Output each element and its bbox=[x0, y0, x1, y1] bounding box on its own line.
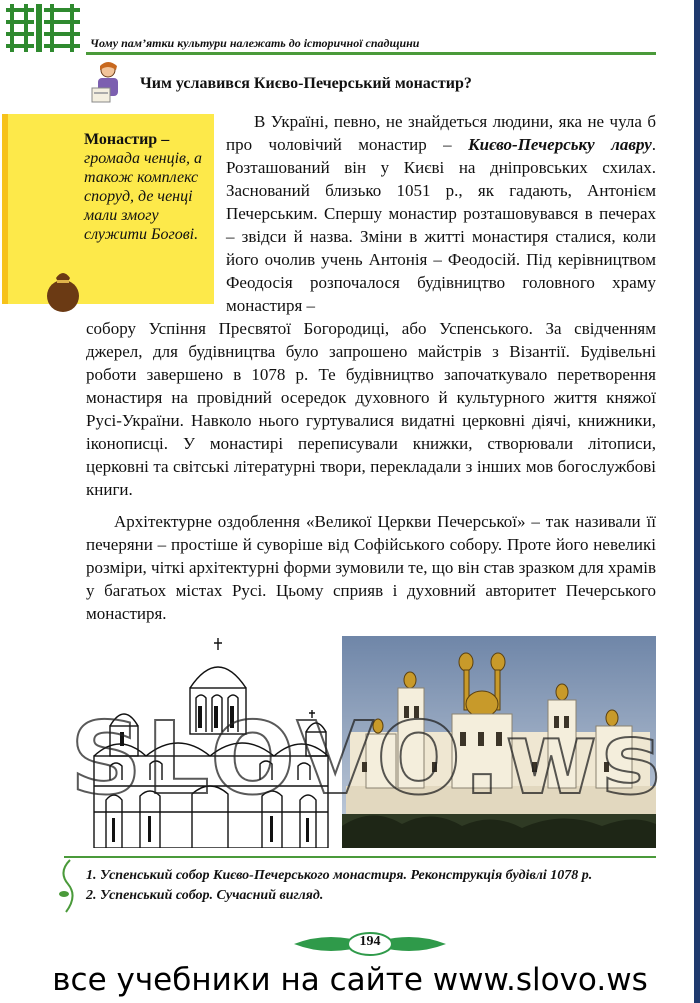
page-number: 194 bbox=[359, 934, 381, 949]
header-divider bbox=[86, 52, 656, 55]
p1-emphasis: Києво-Печерську лавру bbox=[468, 135, 652, 154]
caption-2: 2. Успенський собор. Сучасний вигляд. bbox=[86, 888, 324, 903]
footer-banner[interactable]: все учебники на сайте www.slovo.ws bbox=[52, 962, 648, 998]
caption-1: 1. Успенський собор Києво-Печерського монастиря. Реконструкція будівлі 1078 р. bbox=[86, 868, 593, 883]
p1-start: В Україні, певно, не знайдеться людини, яка не чула б про чоловічий монастир – bbox=[226, 112, 656, 154]
caption-divider bbox=[64, 856, 656, 858]
figure-caption bbox=[86, 866, 654, 906]
figure-1-number: 1 bbox=[88, 636, 96, 652]
body-paragraph-1 bbox=[226, 110, 656, 317]
note-term: Монастир – bbox=[84, 131, 170, 148]
note-text bbox=[84, 130, 214, 244]
note-edge bbox=[2, 114, 8, 304]
leaf-ornament-icon bbox=[56, 858, 78, 914]
watermark: SLOVO.ws bbox=[70, 700, 665, 817]
body-paragraph-2 bbox=[86, 510, 656, 625]
p2-text: Архітектурне оздоблення «Великої Церкви Печерської» – так називали її печеряни – простіше й суворіше від Софійського собору. Проте його невеликі розміри, чіткі архітектурні форми зумовили те, що він став зразком для храмів у багатьох містах Русі. Цьому сприяв і духовний авторитет Печерського монастиря. bbox=[86, 512, 656, 623]
reading-figure-icon bbox=[90, 60, 126, 106]
running-title: Чому пам’ятки культури належать до історичної спадщини bbox=[90, 36, 420, 50]
right-page-border bbox=[694, 0, 700, 1003]
section-question-title: Чим уславився Києво-Печерський монастир? bbox=[140, 75, 472, 92]
money-bag-icon bbox=[44, 264, 82, 314]
header-ornament-icon bbox=[0, 0, 86, 56]
definition-note bbox=[2, 114, 214, 304]
body-paragraph-1-continued: собору Успіння Пресвятої Богородиці, або Успенського. За свідченням джерел, для будівництва було запрошено майстрів з Візантії. Будівельні роботи завершено в 1078 р. Те будівництво започаткувало перетворення монастиря на провідний осередок духовного й культурного життя княжої Русі-України. Навколо нього гуртувалися видатні церковні діячі, книжники, іконописці. У монастирі переписували книжки, створювали літописи, церковні та світські літературні твори, перекладали з інших мов богослужбові книги. bbox=[86, 319, 656, 499]
p1-rest: . Розташований він у Києві на дніпровських схилах. Заснований близько 1051 р., як гадають, Антонієм Печерським. Спершу монастир розташовувався в печерах – звідси й назва. Зміни в житті монастиря сталися, коли його очолив учень Антонія – Феодосій. Під керівництвом Феодосія розпочалося будівництво головного храму монастиря – bbox=[226, 135, 657, 315]
note-definition: громада ченців, а також комплекс споруд, де ченці мали змогу служити Богові. bbox=[84, 150, 202, 243]
